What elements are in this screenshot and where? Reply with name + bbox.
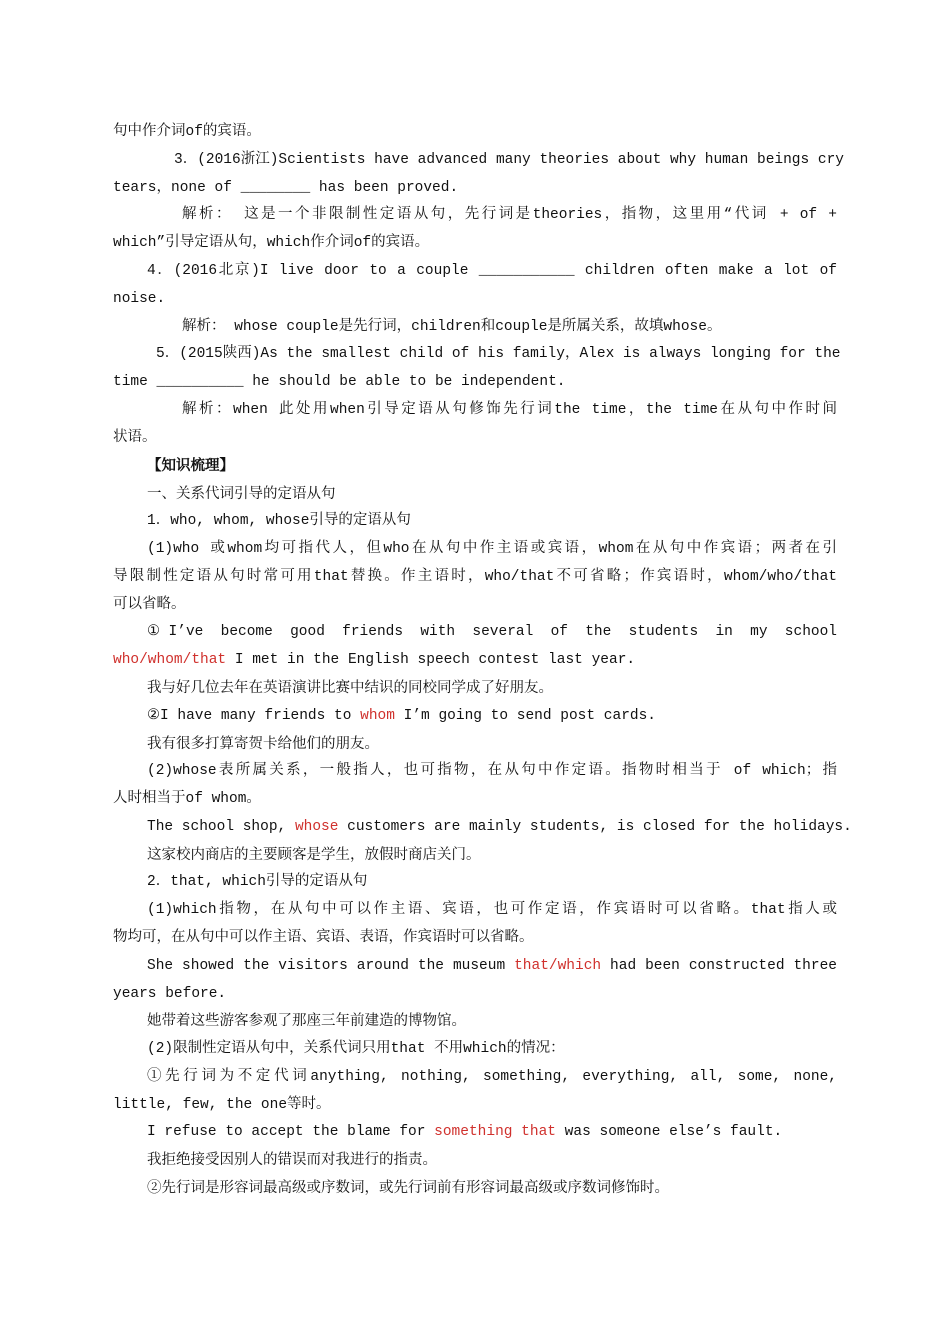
question-3-analysis-1: 解析： 这是一个非限制性定语从句，先行词是theories，指物，这里用“代词 + of +: [182, 207, 837, 223]
question-4-line-2: noise.: [113, 291, 166, 307]
example-2-line: [147, 702, 837, 730]
rule-1-line-1: (1)who 或whom均可指代人，但who在从句中作主语或宾语，whom在从句中作宾语；两者在引: [147, 541, 837, 557]
question-5-line-1: 5．(2015陕西)As the smallest child of his family，Alex is always longing for the: [156, 346, 841, 362]
example-3-translation: 这家校内商店的主要顾客是学生，放假时商店关门。: [147, 847, 481, 863]
example-3-line: [147, 813, 852, 841]
question-4-line-1: 4．(2016北京)I live door to a couple ___________ children often make a lot of: [147, 263, 837, 279]
example-4-translation: 她带着这些游客参观了那座三年前建造的博物馆。: [147, 1013, 466, 1029]
example-3-post: customers are mainly students, is closed for the holidays.: [338, 819, 852, 835]
rule-6: ②先行词是形容词最高级或序数词，或先行词前有形容词最高级或序数词修饰时。: [147, 1180, 669, 1196]
example-5-highlight: something that: [434, 1124, 556, 1140]
example-4-pre: She showed the visitors around the museum: [147, 958, 515, 974]
example-3-pre: The school shop,: [147, 819, 295, 835]
section-1-heading: 一、关系代词引导的定语从句: [147, 486, 336, 502]
subsection-1-heading: 1．who, whom, whose引导的定语从句: [147, 513, 411, 529]
example-5-post: was someone else’s fault.: [555, 1124, 783, 1140]
question-5-analysis-1: 解析：when 此处用when引导定语从句修饰先行词the time，the time在从句中作时间: [182, 402, 837, 418]
example-4-line-2: years before.: [113, 986, 227, 1002]
example-1-line-1: ①I’ve become good friends with several of the students in my school: [147, 624, 837, 640]
subsection-2-heading: 2．that, which引导的定语从句: [147, 874, 368, 890]
example-1-rest: I met in the English speech contest last year.: [226, 652, 636, 668]
question-4-analysis: 解析： whose couple是先行词，children和couple是所属关系，故填whose。: [182, 319, 722, 335]
question-3-line-2: tears，none of ________ has been proved.: [113, 180, 459, 196]
example-2-post: I’m going to send post cards.: [394, 708, 656, 724]
example-5-translation: 我拒绝接受因别人的错误而对我进行的指责。: [147, 1152, 437, 1168]
rule-2-line-1: (2)whose表所属关系，一般指人，也可指物，在从句中作定语。指物时相当于 of which；指: [147, 763, 837, 779]
question-3-line-1: 3．(2016浙江)Scientists have advanced many theories about why human beings cry: [174, 152, 845, 168]
example-1-translation: 我与好几位去年在英语演讲比赛中结识的同校同学成了好朋友。: [147, 680, 553, 696]
example-4-highlight: that/which: [514, 958, 602, 974]
example-2-pre: ②I have many friends to: [147, 708, 361, 724]
rule-5-line-1: ①先行词为不定代词anything, nothing, something, everything, all, some, none,: [147, 1069, 837, 1085]
example-4-post: had been constructed three: [601, 958, 837, 974]
question-5-analysis-2: 状语。: [113, 430, 157, 446]
example-5-line: [147, 1118, 837, 1146]
rule-3-line-2: 物均可，在从句中可以作主语、宾语、表语，作宾语时可以省略。: [113, 930, 534, 946]
example-2-highlight: whom: [360, 708, 395, 724]
answer-tail: 句中作介词of的宾语。: [113, 124, 261, 140]
example-1-highlight: who/whom/that: [113, 652, 227, 668]
rule-2-line-2: 人时相当于of whom。: [113, 791, 261, 807]
example-4-line-1: [147, 952, 837, 980]
example-5-pre: I refuse to accept the blame for: [147, 1124, 435, 1140]
rule-5-line-2: little, few, the one等时。: [113, 1097, 331, 1113]
example-3-highlight: whose: [294, 819, 339, 835]
question-5-line-2: time __________ he should be able to be independent.: [113, 374, 566, 390]
rule-3-line-1: (1)which指物，在从句中可以作主语、宾语，也可作定语，作宾语时可以省略。that指人或: [147, 902, 837, 918]
example-1-line-2: [113, 646, 837, 674]
knowledge-heading: 【知识梳理】: [147, 457, 234, 474]
question-3-analysis-2: which”引导定语从句，which作介词of的宾语。: [113, 235, 430, 251]
rule-1-line-2: 导限制性定语从句时常可用that替换。作主语时，who/that不可省略；作宾语时，whom/who/that: [113, 569, 837, 585]
rule-1-line-3: 可以省略。: [113, 597, 186, 613]
rule-4: (2)限制性定语从句中，关系代词只用that 不用which的情况：: [147, 1041, 565, 1057]
example-2-translation: 我有很多打算寄贺卡给他们的朋友。: [147, 736, 379, 752]
